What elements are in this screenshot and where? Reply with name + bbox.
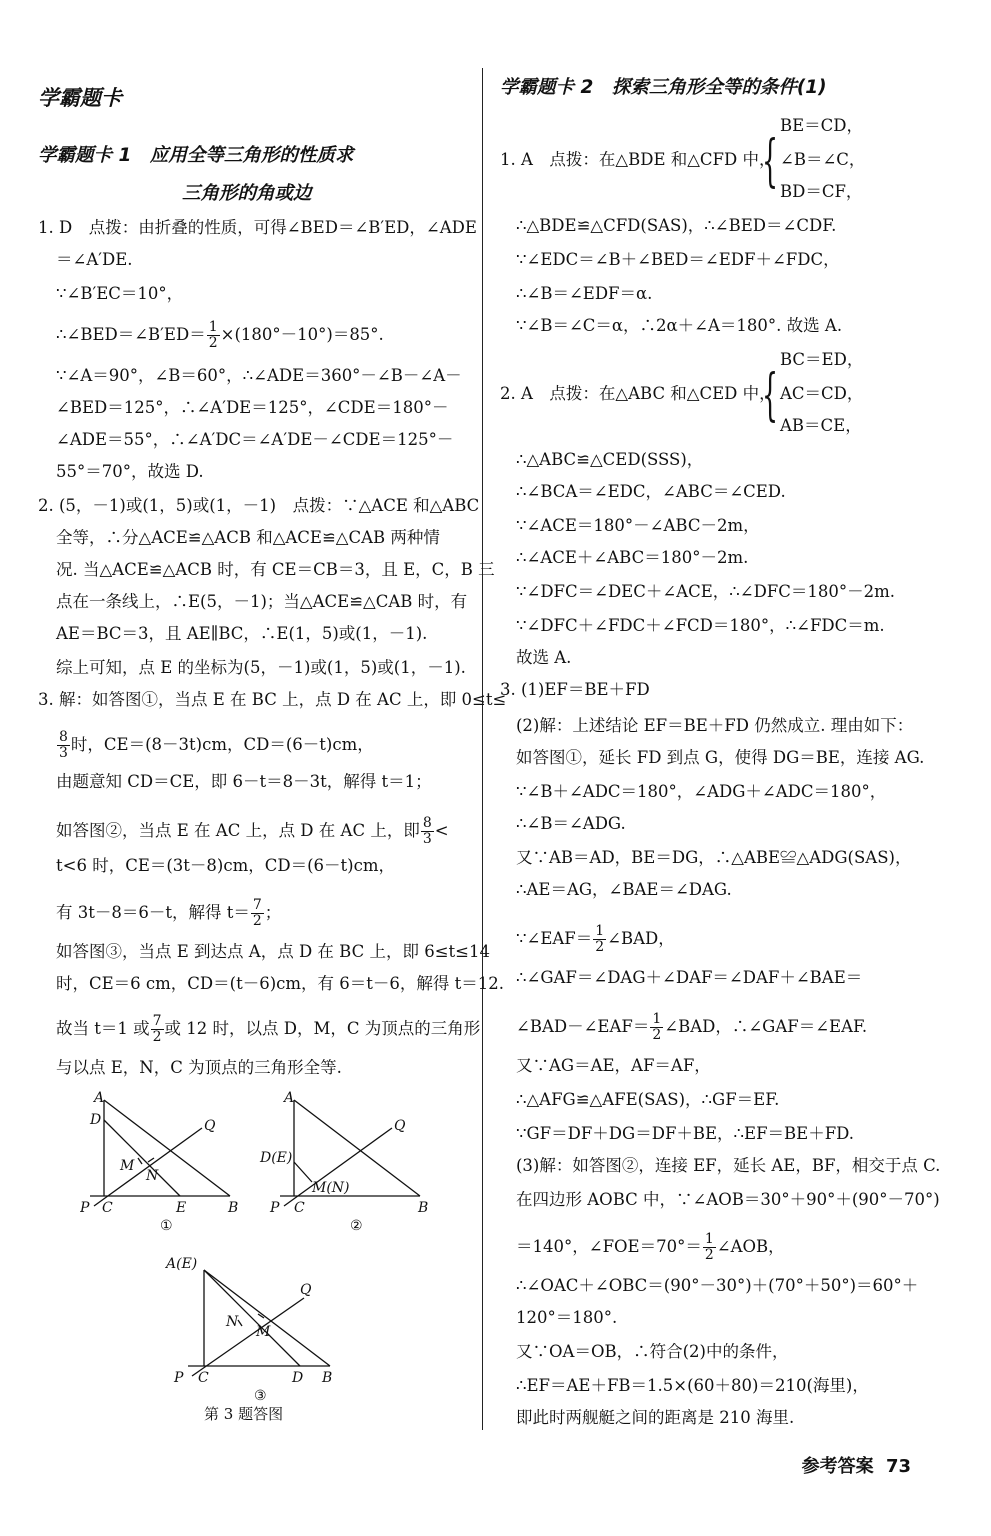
text: ∵∠EAF＝ xyxy=(516,929,593,948)
denominator: 2 xyxy=(252,913,262,929)
fig1-label-d: D xyxy=(90,1112,102,1128)
q2-brace-line: BC＝ED， xyxy=(780,350,864,369)
text-line: AE＝BC＝3，且 AE∥BC，∴E(1，5)或(1，－1). xyxy=(56,624,428,643)
text-line: ∠BED＝125°，∴∠A′DE＝125°，∠CDE＝180°－ xyxy=(56,398,449,417)
card2-title: 学霸题卡 2 探索三角形全等的条件(1) xyxy=(500,77,827,98)
text-line: 55°＝70°，故选 D. xyxy=(56,462,204,481)
q1-head: 1. A 点拨：在△BDE 和△CFD 中， xyxy=(500,150,776,169)
text: 或 12 时，以点 D，M，C 为顶点的三角形 xyxy=(164,1019,481,1038)
text-line: ∴∠BCA＝∠EDC，∠ABC＝∠CED. xyxy=(516,482,786,501)
fig1-label-p: P xyxy=(80,1200,90,1216)
text-line: 如答图①，延长 FD 到点 G，使得 DG＝BE，连接 AG. xyxy=(516,748,925,767)
text-line: ∴AE＝AG，∠BAE＝∠DAG. xyxy=(516,880,732,899)
column-divider xyxy=(482,68,483,1430)
text-line: ∴△ABC≌△CED(SSS)， xyxy=(516,450,704,469)
text: 时，CE＝(8－3t)cm，CD＝(6－t)cm， xyxy=(70,735,374,754)
footer-label: 参考答案 xyxy=(801,1456,874,1477)
denominator: 2 xyxy=(152,1029,162,1045)
text-line: 时，CE＝6 cm，CD＝(t－6)cm，有 6＝t－6，解得 t＝12. xyxy=(56,974,505,993)
q1-brace-line: BE＝CD， xyxy=(780,116,864,135)
fig1-label-m: M xyxy=(120,1158,135,1174)
fig1-number: ① xyxy=(160,1218,173,1234)
fraction xyxy=(421,816,434,847)
numerator: 8 xyxy=(59,729,68,745)
denominator: 2 xyxy=(704,1247,714,1263)
text-line: ∵∠A＝90°，∠B＝60°，∴∠ADE＝360°－∠B－∠A－ xyxy=(56,366,462,385)
brace-icon: { xyxy=(762,129,779,194)
text-line: ∵∠ACE＝180°－∠ABC－2m， xyxy=(516,516,760,535)
text-line-with-fraction xyxy=(516,1012,867,1043)
fig2-number: ② xyxy=(350,1218,363,1234)
fraction xyxy=(703,1232,716,1263)
fraction xyxy=(593,924,606,955)
text: ∠AOB， xyxy=(716,1237,785,1256)
fig2-label-c: C xyxy=(294,1200,305,1216)
text-line: 又∵OA＝OB，∴符合(2)中的条件， xyxy=(516,1342,789,1361)
fig2-label-q: Q xyxy=(394,1118,406,1134)
fraction xyxy=(207,320,220,351)
text-line: 如答图③，当点 E 到达点 A，点 D 在 BC 上，即 6≤t≤14 xyxy=(56,942,490,961)
q1-brace-line: BD＝CF， xyxy=(780,182,863,201)
numerator: 1 xyxy=(652,1011,662,1027)
page-footer xyxy=(802,1452,911,1478)
text-line-with-fraction xyxy=(56,898,281,929)
numerator: 1 xyxy=(704,1231,714,1247)
fig3-label-p: P xyxy=(174,1370,184,1386)
fig2-label-p: P xyxy=(270,1200,280,1216)
fig3-line-pq xyxy=(192,1298,304,1376)
fig3-label-m: M xyxy=(256,1324,271,1340)
card1-title-line2: 三角形的角或边 xyxy=(182,183,312,204)
fig3-label-d: D xyxy=(292,1370,304,1386)
fig2-label-m: M(N) xyxy=(312,1180,350,1196)
text: ∠BAD， xyxy=(607,929,675,948)
text: 如答图②，当点 E 在 AC 上，点 D 在 AC 上，即 xyxy=(56,821,420,840)
fraction xyxy=(151,1014,164,1045)
text-line: ∴EF＝AE＋FB＝1.5×(60＋80)＝210(海里)， xyxy=(516,1376,869,1395)
fig3-label-c: C xyxy=(198,1370,209,1386)
denominator: 2 xyxy=(595,939,605,955)
text-line: ∵∠EDC＝∠B＋∠BED＝∠EDF＋∠FDC， xyxy=(516,250,840,269)
text-line: 3. 解：如答图①，当点 E 在 BC 上，点 D 在 AC 上，即 0≤t≤ xyxy=(38,690,507,709)
fig3-number: ③ xyxy=(254,1388,267,1404)
fig1-perp-m xyxy=(138,1158,142,1164)
fig1-label-b: B xyxy=(228,1200,239,1216)
text-line: 况. 当△ACE≌△ACB 时，有 CE＝CB＝3，且 E，C，B 三 xyxy=(56,560,495,579)
text-line-with-fraction xyxy=(56,730,374,761)
text-line: 由题意知 CD＝CE，即 6－t＝8－3t，解得 t＝1； xyxy=(56,772,432,791)
q1-brace-line: ∠B＝∠C， xyxy=(780,150,866,169)
fig3-perp-n xyxy=(238,1320,242,1326)
text-line: ＝∠A′DE. xyxy=(56,250,133,269)
text-line: ∵GF＝DF＋DG＝DF＋BE，∴EF＝BE＋FD. xyxy=(516,1124,855,1143)
text-line: ∴△BDE≌△CFD(SAS)，∴∠BED＝∠CDF. xyxy=(516,216,837,235)
fig2-label-a: A xyxy=(284,1090,295,1106)
fig1-label-q: Q xyxy=(204,1118,216,1134)
numerator: 7 xyxy=(252,897,262,913)
text-line: ∴∠B＝∠EDF＝α. xyxy=(516,284,653,303)
text: ∠BAD，∴∠GAF＝∠EAF. xyxy=(664,1017,868,1036)
numerator: 1 xyxy=(208,319,218,335)
text-line: 点在一条线上，∴E(5，－1)；当△ACE≌△CAB 时，有 xyxy=(56,592,468,611)
numerator: 8 xyxy=(422,815,432,831)
card1-title-line1: 学霸题卡 1 应用全等三角形的性质求 xyxy=(38,145,354,166)
text-line: (3)解：如答图②，连接 EF，延长 AE，BF，相交于点 C. xyxy=(516,1156,941,1175)
text: ＝140°，∠FOE＝70°＝ xyxy=(516,1237,702,1256)
text: ； xyxy=(264,903,282,922)
fig3-label-a: A(E) xyxy=(166,1256,198,1272)
numerator: 7 xyxy=(152,1013,162,1029)
text-line: ∵∠DFC＝∠DEC＋∠ACE，∴∠DFC＝180°－2m. xyxy=(516,582,896,601)
fig2-label-b: B xyxy=(418,1200,429,1216)
text-line: 即此时两舰艇之间的距离是 210 海里. xyxy=(516,1408,795,1427)
fraction xyxy=(57,730,70,761)
q2-brace-line: AB＝CE， xyxy=(780,416,862,435)
denominator: 3 xyxy=(422,831,432,847)
page-number: 73 xyxy=(885,1456,911,1477)
fig2-line-dm xyxy=(294,1162,312,1182)
fraction xyxy=(650,1012,663,1043)
fig1-perp-n xyxy=(148,1158,154,1162)
denominator: 2 xyxy=(652,1027,662,1043)
text-line: 120°＝180°. xyxy=(516,1308,618,1327)
fig1-label-e: E xyxy=(176,1200,187,1216)
brace-icon: { xyxy=(762,363,779,428)
text-line: t<6 时，CE＝(3t－8)cm，CD＝(6－t)cm， xyxy=(56,856,395,875)
section-title: 学霸题卡 xyxy=(38,86,122,110)
text-line: 故选 A. xyxy=(516,648,572,667)
fig1-label-a: A xyxy=(94,1090,105,1106)
text: 有 3t－8＝6－t，解得 t＝ xyxy=(56,903,250,922)
text-line: (2)解：上述结论 EF＝BE＋FD 仍然成立. 理由如下： xyxy=(516,716,914,735)
fig3-line-ad xyxy=(204,1270,300,1366)
text-line: ∴△AFG≌△AFE(SAS)，∴GF＝EF. xyxy=(516,1090,780,1109)
q2-head: 2. A 点拨：在△ABC 和△CED 中， xyxy=(500,384,776,403)
denominator: 2 xyxy=(208,335,218,351)
text-line: 3. (1)EF＝BE＋FD xyxy=(500,680,650,699)
denominator: 3 xyxy=(59,745,68,761)
text-line-with-fraction xyxy=(56,320,384,351)
text-line: ∵∠B＝∠C＝α，∴2α＋∠A＝180°. 故选 A. xyxy=(516,316,843,335)
text-line: ∴∠ACE＋∠ABC＝180°－2m. xyxy=(516,548,749,567)
text-line: ∠ADE＝55°，∴∠A′DC＝∠A′DE－∠CDE＝125°－ xyxy=(56,430,454,449)
fig2-label-d: D(E) xyxy=(260,1150,293,1166)
fig3-label-q: Q xyxy=(300,1282,312,1298)
fig3-label-b: B xyxy=(322,1370,333,1386)
fig1-label-n: N xyxy=(146,1168,159,1184)
answer-figures xyxy=(80,1088,460,1428)
q2-brace-line: AC＝CD， xyxy=(780,384,864,403)
text-line: 综上可知，点 E 的坐标为(5，－1)或(1，5)或(1，－1). xyxy=(56,658,466,677)
text-line-with-fraction xyxy=(56,816,449,847)
fraction xyxy=(251,898,264,929)
fig3-label-n: N xyxy=(226,1314,239,1330)
text-line: ∴∠B＝∠ADG. xyxy=(516,814,626,833)
text-line-with-fraction xyxy=(516,1232,785,1263)
numerator: 1 xyxy=(595,923,605,939)
text: ∴∠BED＝∠B′ED＝ xyxy=(56,325,206,344)
fig1-hypotenuse xyxy=(104,1100,230,1196)
fig1-line-pq xyxy=(94,1128,202,1206)
text-line: 全等，∴分△ACE≌△ACB 和△ACE≌△CAB 两种情 xyxy=(56,528,440,547)
text-line-with-fraction xyxy=(56,1014,480,1045)
fig1-line-de xyxy=(104,1120,180,1196)
fig1-label-c: C xyxy=(102,1200,113,1216)
text-line: ∴∠GAF＝∠DAG＋∠DAF＝∠DAF＋∠BAE＝ xyxy=(516,968,863,987)
text-line: 又∵AB＝AD，BE＝DG，∴△ABE≌△ADG(SAS)， xyxy=(516,848,912,867)
text-line: 在四边形 AOBC 中，∵∠AOB＝30°＋90°＋(90°－70°) xyxy=(516,1190,940,1209)
text-line: ∴∠OAC＋∠OBC＝(90°－30°)＋(70°＋50°)＝60°＋ xyxy=(516,1276,919,1295)
text: ×(180°－10°)＝85°. xyxy=(220,325,384,344)
text-line: ∵∠DFC＋∠FDC＋∠FCD＝180°，∴∠FDC＝m. xyxy=(516,616,885,635)
text-line-with-fraction xyxy=(516,924,675,955)
figure-caption: 第 3 题答图 xyxy=(204,1405,284,1423)
text-line: ∵∠B＋∠ADC＝180°，∠ADG＋∠ADC＝180°， xyxy=(516,782,887,801)
text-line: 2. (5，－1)或(1，5)或(1，－1) 点拨：∵△ACE 和△ABC xyxy=(38,496,480,515)
text-line: ∵∠B′EC＝10°， xyxy=(56,284,184,303)
text-line: 与以点 E，N，C 为顶点的三角形全等. xyxy=(56,1058,342,1077)
text-line: 1. D 点拨：由折叠的性质，可得∠BED＝∠B′ED，∠ADE xyxy=(38,218,477,237)
text: < xyxy=(434,821,449,840)
text: 故当 t＝1 或 xyxy=(56,1019,150,1038)
text-line: 又∵AG＝AE，AF＝AF， xyxy=(516,1056,711,1075)
text: ∠BAD－∠EAF＝ xyxy=(516,1017,650,1036)
